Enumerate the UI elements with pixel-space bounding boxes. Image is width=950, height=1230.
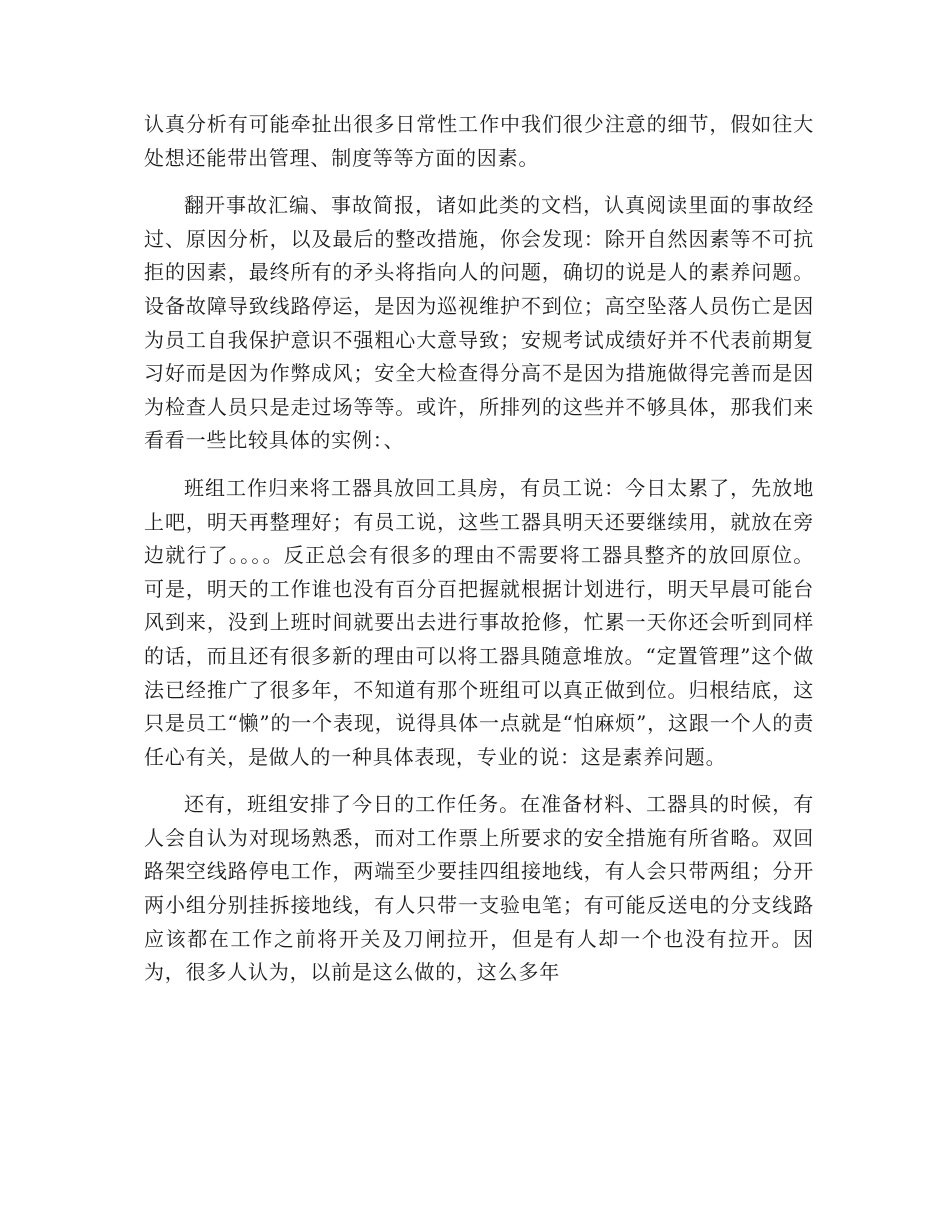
paragraph-2: 翻开事故汇编、事故简报，诸如此类的文档，认真阅读里面的事故经过、原因分析，以及最后的整改措施，你会发现：除开自然因素等不可抗拒的因素，最终所有的矛头将指向人的问题，确切的说是人的素养问题。设备故障导致线路停运，是因为巡视维护不到位；高空坠落人员伤亡是因为员工自我保护意识不强粗心大意导致；安规考试成绩好并不代表前期复习好而是因为作弊成风；安全大检查得分高不是因为措施做得完善而是因为检查人员只是走过场等等。或许，所排列的这些并不够具体，那我们来看看一些比较具体的实例：、 — [144, 193, 814, 453]
paragraph-3: 班组工作归来将工器具放回工具房，有员工说：今日太累了，先放地上吧，明天再整理好；有员工说，这些工器具明天还要继续用，就放在旁边就行了。。。。反正总会有很多的理由不需要将工器具整齐的放回原位。可是，明天的工作谁也没有百分百把握就根据计划进行，明天早晨可能台风到来，没到上班时间就要出去进行事故抢修，忙累一天你还会听到同样的话，而且还有很多新的理由可以将工器具随意堆放。“定置管理”这个做法已经推广了很多年，不知道有那个班组可以真正做到位。归根结底，这只是员工“懒”的一个表现，说得具体一点就是“怕麻烦”，这跟一个人的责任心有关，是做人的一种具体表现，专业的说：这是素养问题。 — [144, 475, 814, 769]
paragraph-4: 还有，班组安排了今日的工作任务。在准备材料、工器具的时候，有人会自认为对现场熟悉，而对工作票上所要求的安全措施有所省略。双回路架空线路停电工作，两端至少要挂四组接地线，有人会只带两组；分开两小组分别挂拆接地线，有人只带一支验电笔；有可能反送电的分支线路应该都在工作之前将开关及刀闸拉开，但是有人却一个也没有拉开。因为，很多人认为，以前是这么做的，这么多年 — [144, 792, 814, 985]
paragraph-1: 认真分析有可能牵扯出很多日常性工作中我们很少注意的细节，假如往大处想还能带出管理、制度等等方面的因素。 — [144, 112, 814, 170]
document-body — [144, 108, 814, 1004]
